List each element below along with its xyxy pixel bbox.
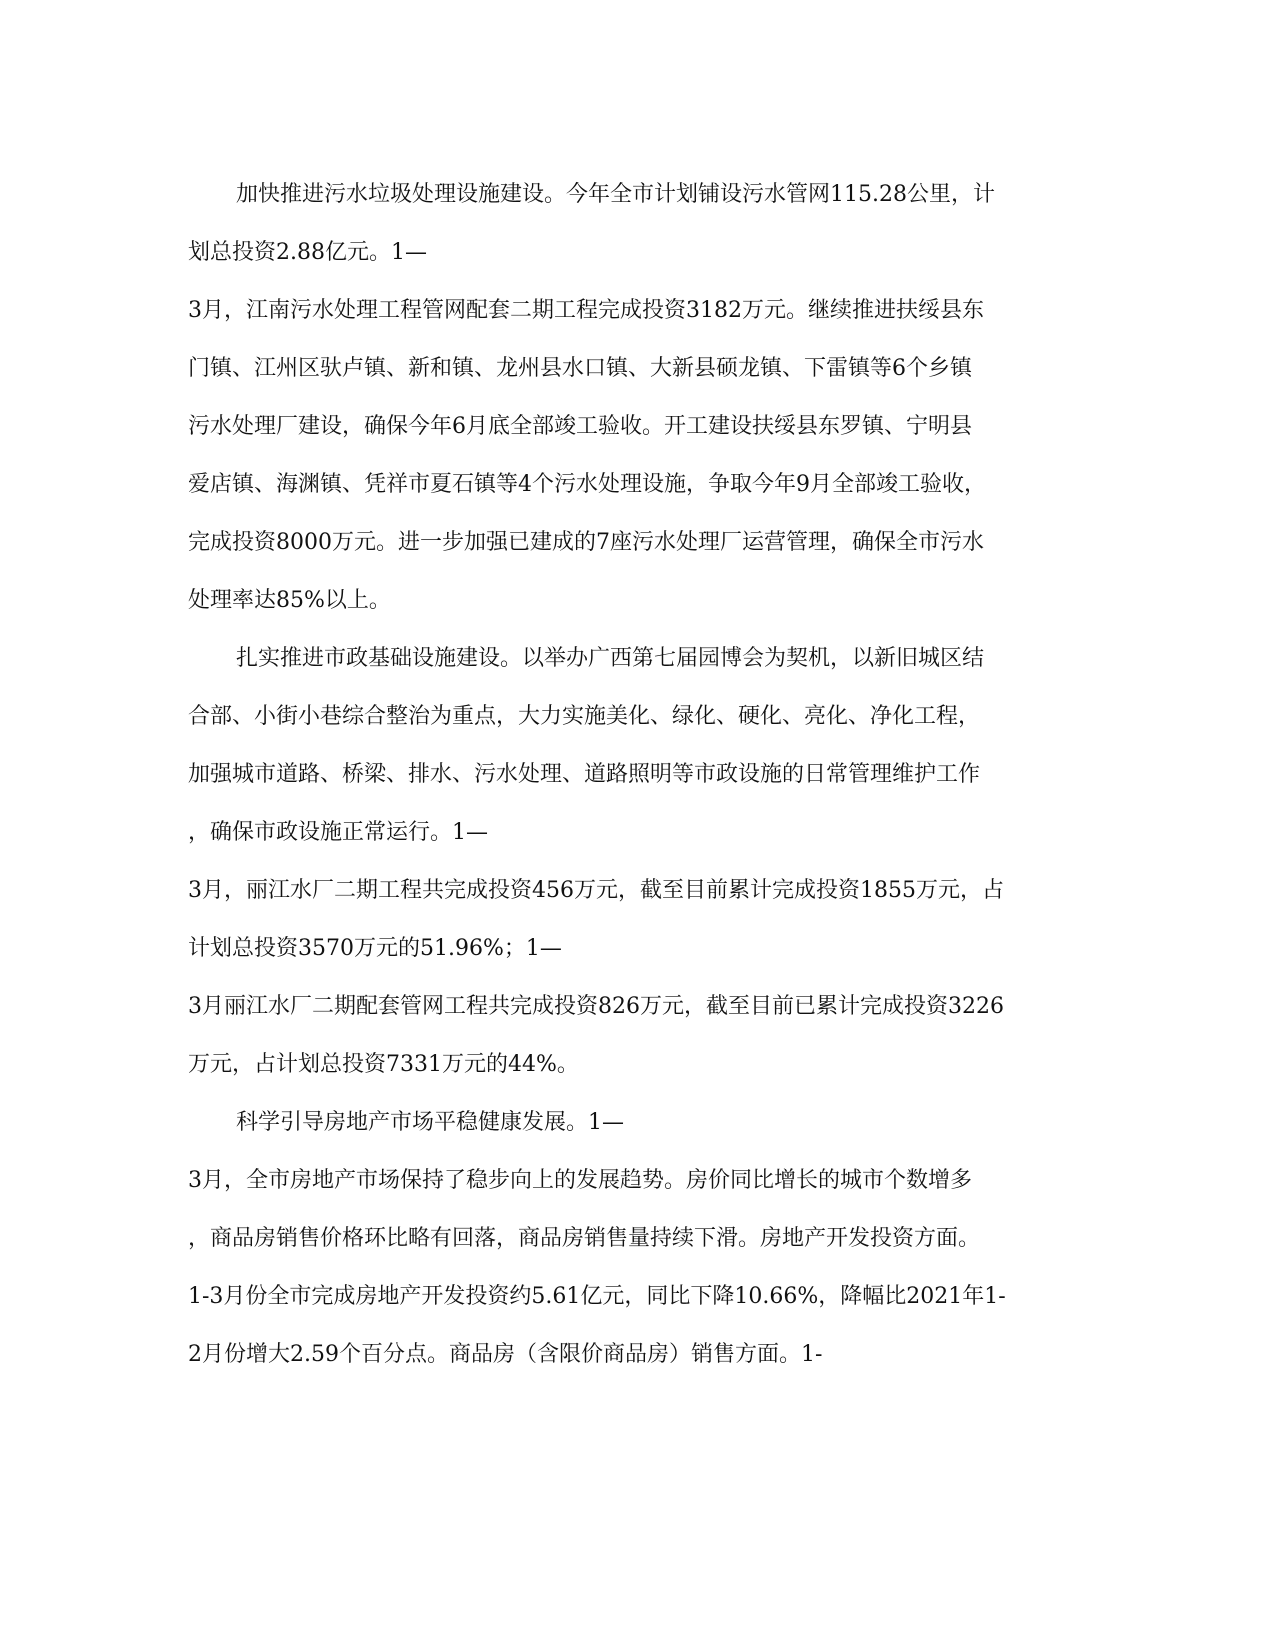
paragraph-line: 加快推进污水垃圾处理设施建设。今年全市计划铺设污水管网115.28公里，计 — [236, 182, 995, 207]
paragraph-line: 计划总投资3570万元的51.96%；1— — [188, 936, 562, 961]
paragraph-line: 合部、小街小巷综合整治为重点，大力实施美化、绿化、硬化、亮化、净化工程， — [188, 704, 981, 729]
document-body — [188, 166, 1088, 1384]
paragraph-line: 万元，占计划总投资7331万元的44%。 — [188, 1052, 579, 1077]
paragraph-line: 完成投资8000万元。进一步加强已建成的7座污水处理厂运营管理，确保全市污水 — [188, 530, 984, 555]
paragraph-line: 3月丽江水厂二期配套管网工程共完成投资826万元，截至目前已累计完成投资3226 — [188, 994, 1004, 1019]
paragraph-line: 处理率达85%以上。 — [188, 588, 391, 613]
paragraph-line: 2月份增大2.59个百分点。商品房（含限价商品房）销售方面。1- — [188, 1342, 823, 1367]
paragraph-line: ，商品房销售价格环比略有回落，商品房销售量持续下滑。房地产开发投资方面。 — [188, 1226, 981, 1251]
paragraph-line: 科学引导房地产市场平稳健康发展。1— — [236, 1110, 624, 1135]
paragraph-line: 3月，全市房地产市场保持了稳步向上的发展趋势。房价同比增长的城市个数增多 — [188, 1168, 972, 1193]
paragraph-line: 污水处理厂建设，确保今年6月底全部竣工验收。开工建设扶绥县东罗镇、宁明县 — [188, 414, 972, 439]
paragraph-line: 门镇、江州区驮卢镇、新和镇、龙州县水口镇、大新县硕龙镇、下雷镇等6个乡镇 — [188, 356, 972, 381]
paragraph-line: 爱店镇、海渊镇、凭祥市夏石镇等4个污水处理设施，争取今年9月全部竣工验收， — [188, 472, 986, 497]
paragraph-line: 3月，丽江水厂二期工程共完成投资456万元，截至目前累计完成投资1855万元，占 — [188, 878, 1004, 903]
paragraph-line: 扎实推进市政基础设施建设。以举办广西第七届园博会为契机，以新旧城区结 — [236, 646, 985, 671]
paragraph-line: 1-3月份全市完成房地产开发投资约5.61亿元，同比下降10.66%，降幅比2021年1- — [188, 1284, 1006, 1309]
paragraph-line: ，确保市政设施正常运行。1— — [188, 820, 488, 845]
paragraph-line: 划总投资2.88亿元。1— — [188, 240, 427, 265]
paragraph-line: 加强城市道路、桥梁、排水、污水处理、道路照明等市政设施的日常管理维护工作 — [188, 762, 981, 787]
paragraph-line: 3月，江南污水处理工程管网配套二期工程完成投资3182万元。继续推进扶绥县东 — [188, 298, 984, 323]
